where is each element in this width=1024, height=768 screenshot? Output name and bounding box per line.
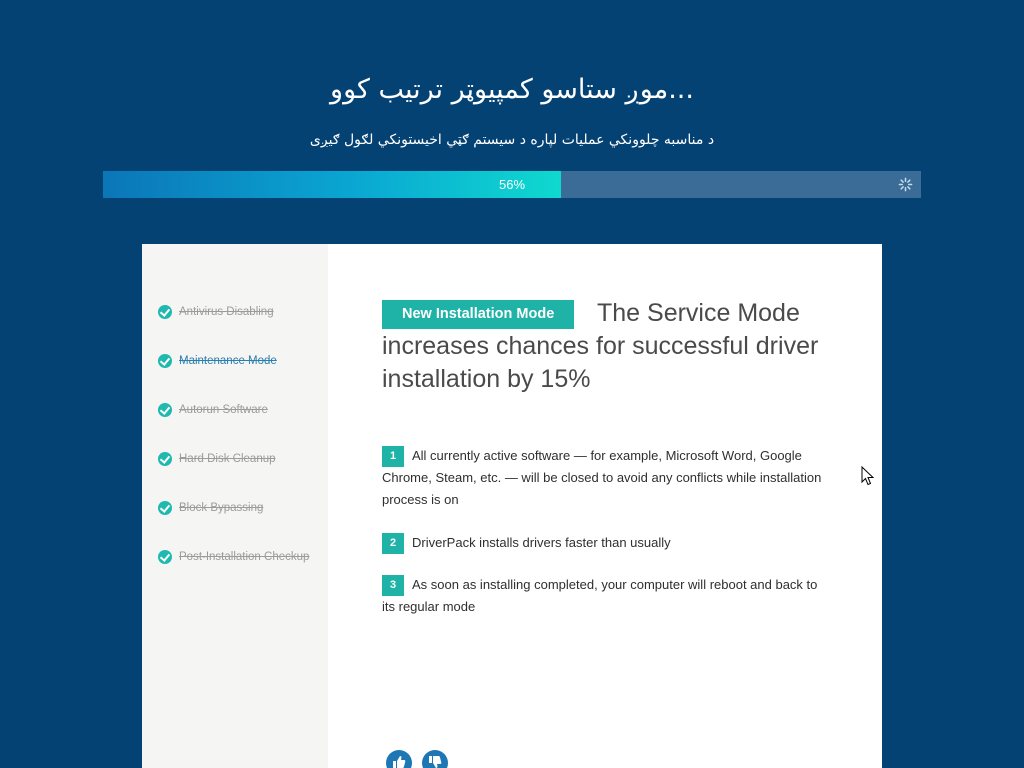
check-icon: [158, 501, 172, 515]
feature-item-1: [382, 445, 822, 511]
mouse-cursor-icon: [861, 466, 875, 486]
step-label: Post-Installation Checkup: [179, 551, 310, 563]
thumbs-down-icon[interactable]: [422, 750, 448, 768]
progress-percent: 56%: [498, 177, 526, 192]
feature-item-3: [382, 574, 822, 618]
feature-item-2: [382, 532, 822, 554]
check-icon: [158, 305, 172, 319]
number-badge: 2: [382, 533, 404, 554]
thumbs-up-icon[interactable]: [386, 750, 412, 768]
step-label: Autorun Software: [179, 404, 268, 416]
step-item-maintenance-mode: [158, 351, 358, 371]
step-item-post-installation-checkup: [158, 547, 358, 567]
feature-text: DriverPack installs drivers faster than usually: [412, 535, 671, 550]
spinner-icon: [898, 177, 913, 192]
mode-badge: New Installation Mode: [382, 300, 574, 329]
page-subtitle: د مناسبه چلوونکي عملیات لپاره د سیستم ګټي اخیستونکي لګول ګیږی: [309, 132, 715, 148]
step-item-block-bypassing: [158, 498, 358, 518]
feature-text: All currently active software — for example, Microsoft Word, Google Chrome, Steam, etc. — will be closed to avoid any conflicts while installation process is on: [382, 448, 822, 508]
step-item-hard-disk-cleanup: [158, 449, 358, 469]
step-item-antivirus-disabling: [158, 302, 358, 322]
number-badge: 1: [382, 446, 404, 467]
number-badge: 3: [382, 575, 404, 596]
feature-text: As soon as installing completed, your computer will reboot and back to its regular mode: [382, 577, 818, 615]
step-label: Maintenance Mode: [179, 355, 277, 367]
info-card: [142, 244, 882, 768]
check-icon: [158, 550, 172, 564]
page-title: ...موږ ستاسو کمپیوټر ترتیب کوو: [330, 74, 694, 105]
headline: The Service Mode increases chances for successful driver installation by 15%: [382, 299, 819, 393]
step-item-autorun-software: [158, 400, 358, 420]
step-label: Block Bypassing: [179, 502, 264, 514]
step-label: Hard Disk Cleanup: [179, 453, 276, 465]
step-label: Antivirus Disabling: [179, 306, 274, 318]
check-icon: [158, 403, 172, 417]
progress-bar: [103, 171, 921, 198]
steps-sidebar: [142, 244, 328, 768]
check-icon: [158, 452, 172, 466]
check-icon: [158, 354, 172, 368]
